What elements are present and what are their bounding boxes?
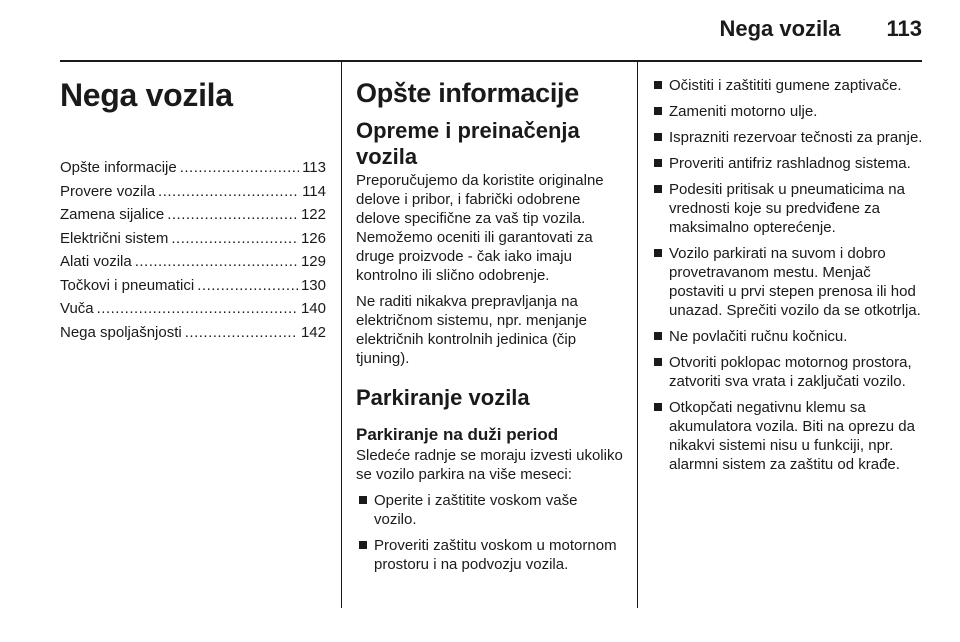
toc-entry[interactable] <box>60 156 326 180</box>
list-item <box>356 491 624 529</box>
section-title: Opšte informacije <box>356 78 579 108</box>
toc-entry[interactable] <box>60 180 326 204</box>
table-of-contents <box>60 156 326 344</box>
column-parking-steps <box>651 62 923 481</box>
toc-entry[interactable] <box>60 297 326 321</box>
toc-entry-title: Električni sistem <box>60 229 169 247</box>
toc-leader-dots <box>180 156 299 180</box>
list-item <box>651 244 923 320</box>
toc-entry[interactable] <box>60 321 326 345</box>
chapter-title: Nega vozila <box>60 77 233 113</box>
toc-leader-dots <box>97 297 298 321</box>
toc-entry-title: Nega spoljašnjosti <box>60 323 182 341</box>
list-item-text: Očistiti i zaštititi gumene zaptivače. <box>669 77 902 94</box>
bullet-square-icon <box>654 249 662 257</box>
column-general-info <box>356 62 624 581</box>
toc-entry-title: Vuča <box>60 300 94 317</box>
list-item-text: Otkopčati negativnu klemu sa akumulatora vozila. Biti na oprezu da nikakvi sistemi nisu u funkciji, npr. alarmni sistem za zaštitu od krađe. <box>669 399 915 473</box>
list-item <box>651 180 923 237</box>
column-toc <box>60 62 326 344</box>
list-item-text: Podesiti pritisak u pneumaticima na vrednosti koje su predviđene za maksimalno opterećenje. <box>669 181 905 236</box>
list-item-text: Isprazniti rezervoar tečnosti za pranje. <box>669 129 923 146</box>
sub-subsection-title-long-parking: Parkiranje na duži period <box>356 425 559 444</box>
toc-entry-title: Opšte informacije <box>60 159 177 176</box>
toc-entry-page: 113 <box>302 159 326 176</box>
toc-entry-page: 129 <box>300 253 326 270</box>
bullet-square-icon <box>654 403 662 411</box>
bullet-square-icon <box>654 358 662 366</box>
running-header-title: Nega vozila <box>719 16 841 41</box>
list-item <box>651 128 923 147</box>
toc-leader-dots <box>185 321 298 345</box>
list-item <box>356 536 624 574</box>
bullet-square-icon <box>654 185 662 193</box>
toc-entry-title: Provere vozila <box>60 182 156 200</box>
bullet-list-parking <box>356 491 624 574</box>
bullet-square-icon <box>654 81 662 89</box>
toc-entry[interactable] <box>60 227 326 251</box>
list-item-text: Proveriti zaštitu voskom u motornom prostoru i na podvozju vozila. <box>374 537 617 573</box>
list-item <box>651 353 923 391</box>
bullet-square-icon <box>359 496 367 504</box>
bullet-square-icon <box>654 332 662 340</box>
paragraph-equipment-1: Preporučujemo da koristite originalne delove i pribor, i fabrički odobrene delove specifične za vaš tip vozila. Nemožemo oceniti ili garantovati za druge proizvode - čak iako imaju kontrolno ili slično odobrenje. <box>356 172 604 284</box>
list-item <box>651 102 923 121</box>
toc-entry[interactable] <box>60 250 326 274</box>
toc-entry-title: Točkovi i pneumatici <box>60 276 195 294</box>
toc-leader-dots <box>135 250 298 274</box>
bullet-square-icon <box>654 107 662 115</box>
toc-entry-page: 126 <box>300 229 326 247</box>
list-item <box>651 154 923 173</box>
bullet-list-parking-steps <box>651 76 923 474</box>
toc-entry[interactable] <box>60 203 326 227</box>
list-item-text: Vozilo parkirati na suvom i dobro provetravanom mestu. Menjač postaviti u prvi stepen prenosa ili hod unazad. Sprečiti vozilo da se otkotrlja. <box>669 245 921 319</box>
list-item-text: Proveriti antifriz rashladnog sistema. <box>669 155 911 172</box>
column-divider-2 <box>637 62 638 608</box>
list-item-text: Operite i zaštitite voskom vaše vozilo. <box>374 492 578 528</box>
toc-entry[interactable] <box>60 274 326 298</box>
toc-entry-page: 142 <box>300 323 326 341</box>
bullet-square-icon <box>654 133 662 141</box>
column-divider-1 <box>341 62 342 608</box>
page-number: 113 <box>886 16 922 41</box>
paragraph-equipment-2: Ne raditi nikakva prepravljanja na električnom sistemu, npr. menjanje električnih kontrolnih jedinica (čip tjuning). <box>356 293 587 367</box>
toc-entry-page: 122 <box>300 206 326 223</box>
subsection-title-equipment: Opreme i preinačenja vozila <box>356 118 580 169</box>
bullet-square-icon <box>359 541 367 549</box>
list-item-text: Zameniti motorno ulje. <box>669 103 818 120</box>
list-item-text: Otvoriti poklopac motornog prostora, zatvoriti sva vrata i zaključati vozilo. <box>669 354 912 390</box>
bullet-square-icon <box>654 159 662 167</box>
list-item <box>651 76 923 95</box>
toc-entry-title: Alati vozila <box>60 253 132 270</box>
running-header <box>719 16 922 42</box>
toc-entry-page: 114 <box>302 182 326 200</box>
toc-leader-dots <box>167 203 298 227</box>
list-item-text: Ne povlačiti ručnu kočnicu. <box>669 328 848 345</box>
toc-entry-page: 140 <box>300 300 326 317</box>
list-item <box>651 327 923 346</box>
subsection-title-parking: Parkiranje vozila <box>356 385 530 410</box>
toc-leader-dots <box>197 274 298 298</box>
paragraph-long-parking-intro: Sledeće radnje se moraju izvesti ukoliko se vozilo parkira na više meseci: <box>356 447 623 483</box>
toc-entry-page: 130 <box>300 276 326 294</box>
toc-leader-dots <box>158 180 299 204</box>
list-item <box>651 398 923 474</box>
toc-leader-dots <box>171 227 298 251</box>
toc-entry-title: Zamena sijalice <box>60 206 165 223</box>
